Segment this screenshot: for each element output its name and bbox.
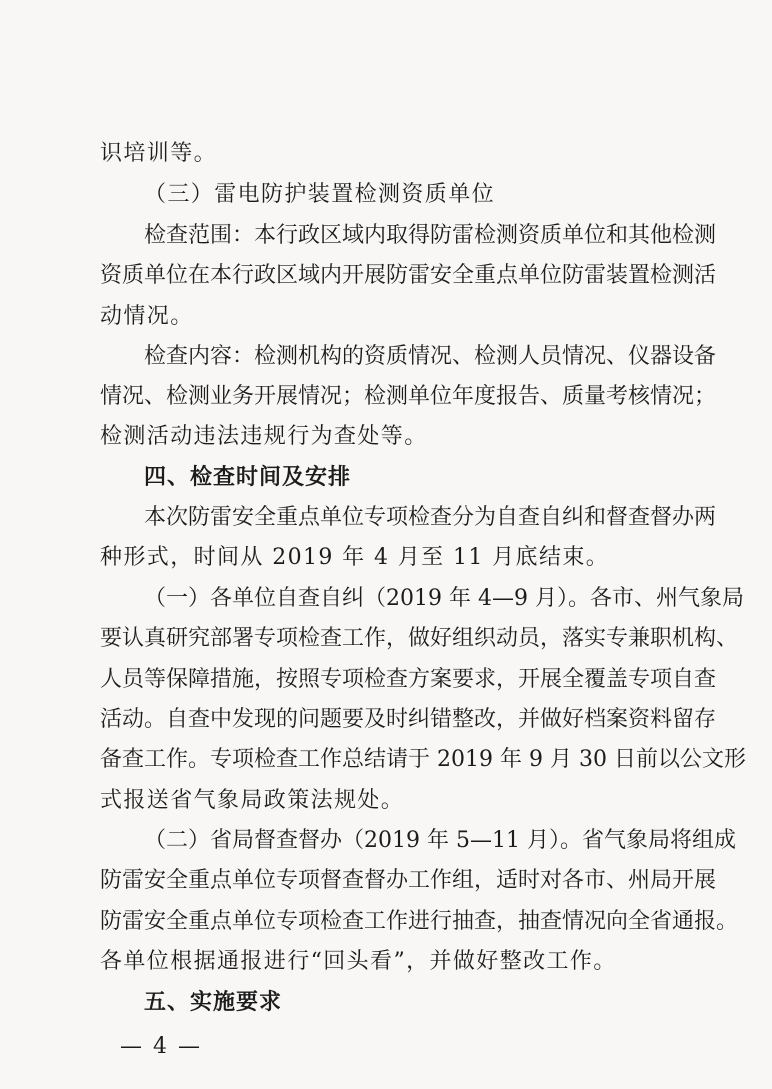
- paragraph-line: 检查范围：本行政区域内取得防雷检测资质单位和其他检测: [144, 223, 717, 248]
- paragraph-line: 防雷安全重点单位专项检查工作进行抽查，抽查情况向全省通报。: [100, 909, 739, 934]
- paragraph-line: 情况、检测业务开展情况；检测单位年度报告、质量考核情况；: [100, 384, 717, 409]
- paragraph-line: 识培训等。: [100, 141, 218, 166]
- paragraph-line: 各单位根据通报进行“回头看”，并做好整改工作。: [100, 949, 617, 974]
- paragraph-line: 种形式，时间从 2019 年 4 月至 11 月底结束。: [100, 545, 610, 570]
- paragraph-line: 动情况。: [100, 304, 194, 329]
- paragraph-line: 备查工作。专项检查工作总结请于 2019 年 9 月 30 日前以公文形: [100, 747, 746, 772]
- page-number: — 4 —: [120, 1034, 202, 1059]
- paragraph-line: 式报送省气象局政策法规处。: [100, 788, 405, 813]
- paragraph-line: （一）各单位自查自纠（2019 年 4—9 月）。各市、州气象局: [144, 586, 744, 611]
- section-heading: 五、实施要求: [144, 990, 283, 1015]
- paragraph-line: 要认真研究部署专项检查工作，做好组织动员，落实专兼职机构、: [100, 626, 739, 651]
- paragraph-line: 本次防雷安全重点单位专项检查分为自查自纠和督查督办两: [144, 505, 717, 530]
- paragraph-line: 活动。自查中发现的问题要及时纠错整改，并做好档案资料留存: [100, 707, 717, 732]
- paragraph-line: 资质单位在本行政区域内开展防雷安全重点单位防雷装置检测活: [100, 263, 717, 288]
- paragraph-line: 检查内容：检测机构的资质情况、检测人员情况、仪器设备: [144, 344, 717, 369]
- section-subheading: （三）雷电防护装置检测资质单位: [144, 182, 496, 207]
- paragraph-line: （二）省局督查督办（2019 年 5—11 月）。省气象局将组成: [144, 828, 736, 853]
- paragraph-line: 检测活动违法违规行为查处等。: [100, 424, 428, 449]
- section-heading: 四、检查时间及安排: [144, 465, 352, 490]
- paragraph-line: 人员等保障措施，按照专项检查方案要求，开展全覆盖专项自查: [100, 667, 717, 692]
- paragraph-line: 防雷安全重点单位专项督查督办工作组，适时对各市、州局开展: [100, 868, 717, 893]
